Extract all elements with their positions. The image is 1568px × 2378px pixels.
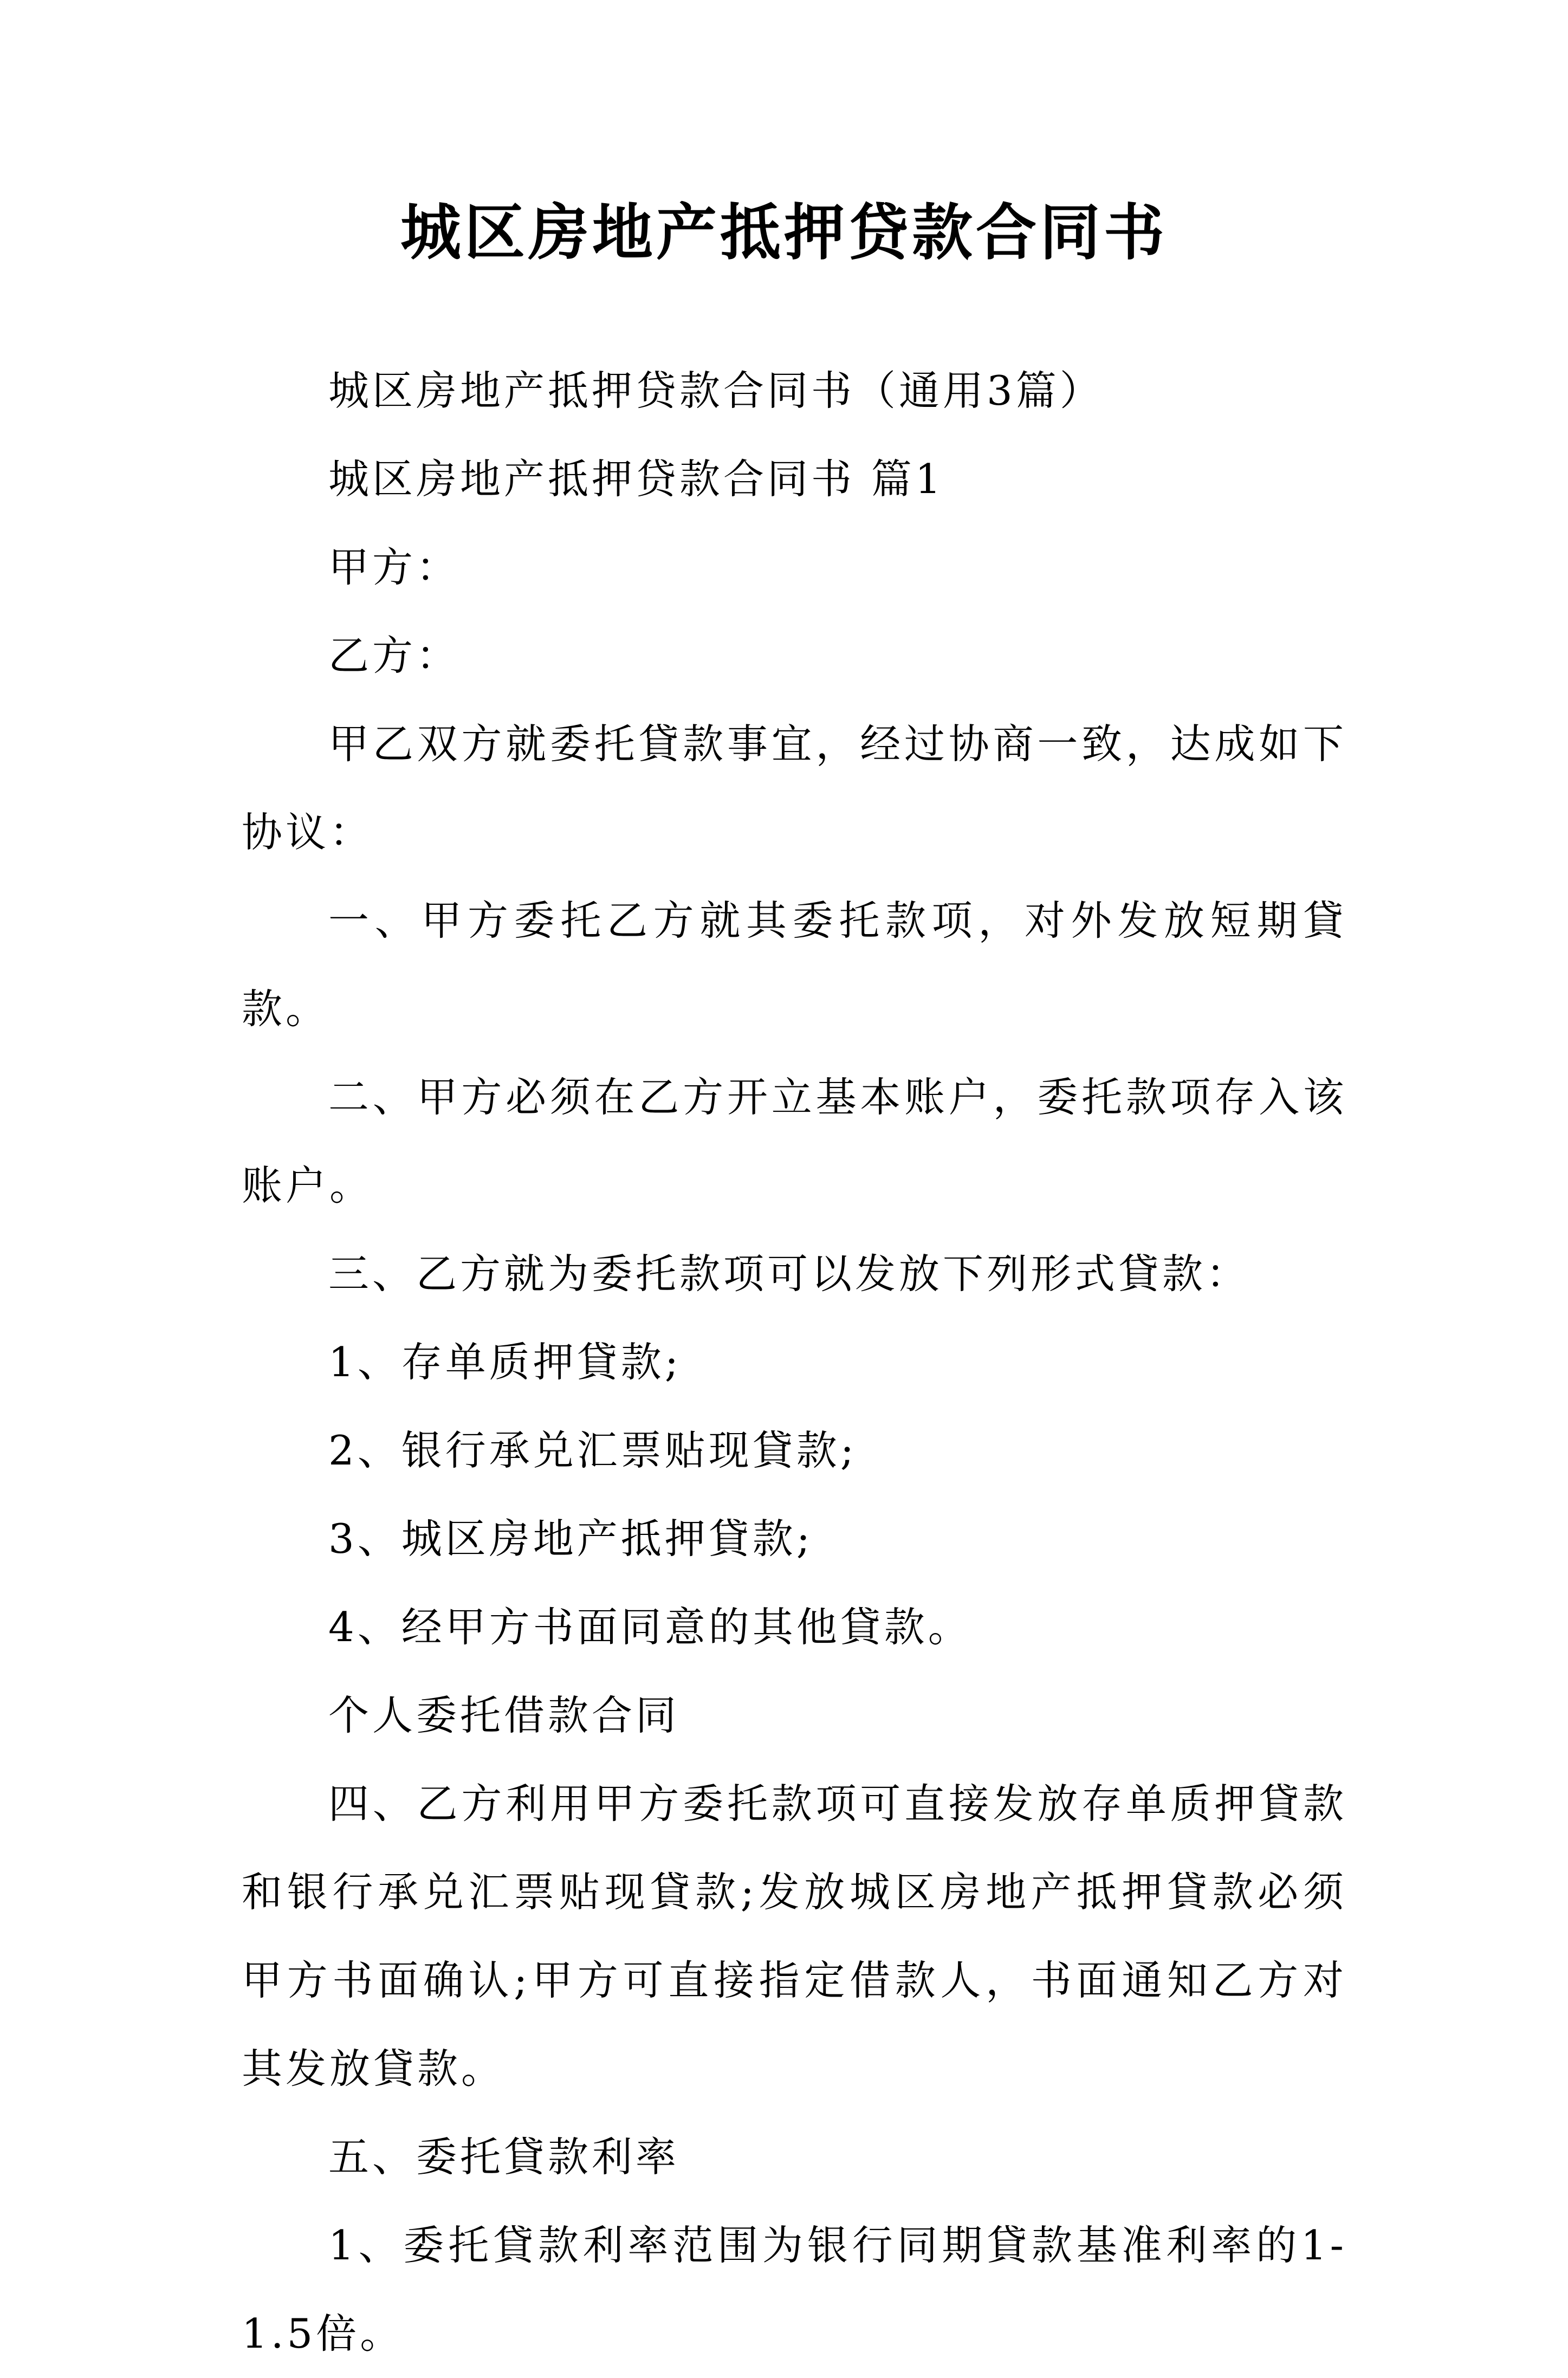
- paragraph: 三、乙方就为委托款项可以发放下列形式貸款：: [328, 1250, 1250, 1298]
- document-title: 城区房地产抵押贷款合同书: [400, 197, 1168, 268]
- paragraph: 乙方：: [328, 632, 461, 679]
- document-body: [242, 347, 1347, 2378]
- paragraph: 一、甲方委托乙方就其委托款项，对外发放短期貸款。: [242, 897, 1347, 1033]
- paragraph: 3、城区房地产抵押貸款;: [328, 1515, 813, 1563]
- paragraph: 1、委托貸款利率范围为银行同期貸款基准利率的1-1.5倍。: [242, 2221, 1347, 2357]
- paragraph: 城区房地产抵押贷款合同书 篇1: [328, 455, 944, 503]
- paragraph: 甲乙双方就委托貸款事宜，经过协商一致，达成如下协议：: [242, 720, 1347, 856]
- paragraph: 个人委托借款合同: [328, 1692, 680, 1739]
- paragraph: 五、委托貸款利率: [328, 2133, 680, 2181]
- paragraph: 二、甲方必须在乙方开立基本账户，委托款项存入该账户。: [242, 1073, 1347, 1209]
- paragraph: 城区房地产抵押贷款合同书（通用3篇）: [328, 367, 1104, 414]
- paragraph: 4、经甲方书面同意的其他貸款。: [328, 1603, 972, 1651]
- paragraph: 甲方：: [328, 543, 461, 591]
- paragraph: 四、乙方利用甲方委托款项可直接发放存单质押貸款和银行承兑汇票贴现貸款;发放城区房地产抵押貸款必须甲方书面确认;甲方可直接指定借款人，书面通知乙方对其发放貸款。: [242, 1780, 1347, 2092]
- paragraph: 2、银行承兑汇票贴现貸款;: [328, 1427, 857, 1474]
- paragraph: 1、存单质押貸款;: [328, 1338, 682, 1386]
